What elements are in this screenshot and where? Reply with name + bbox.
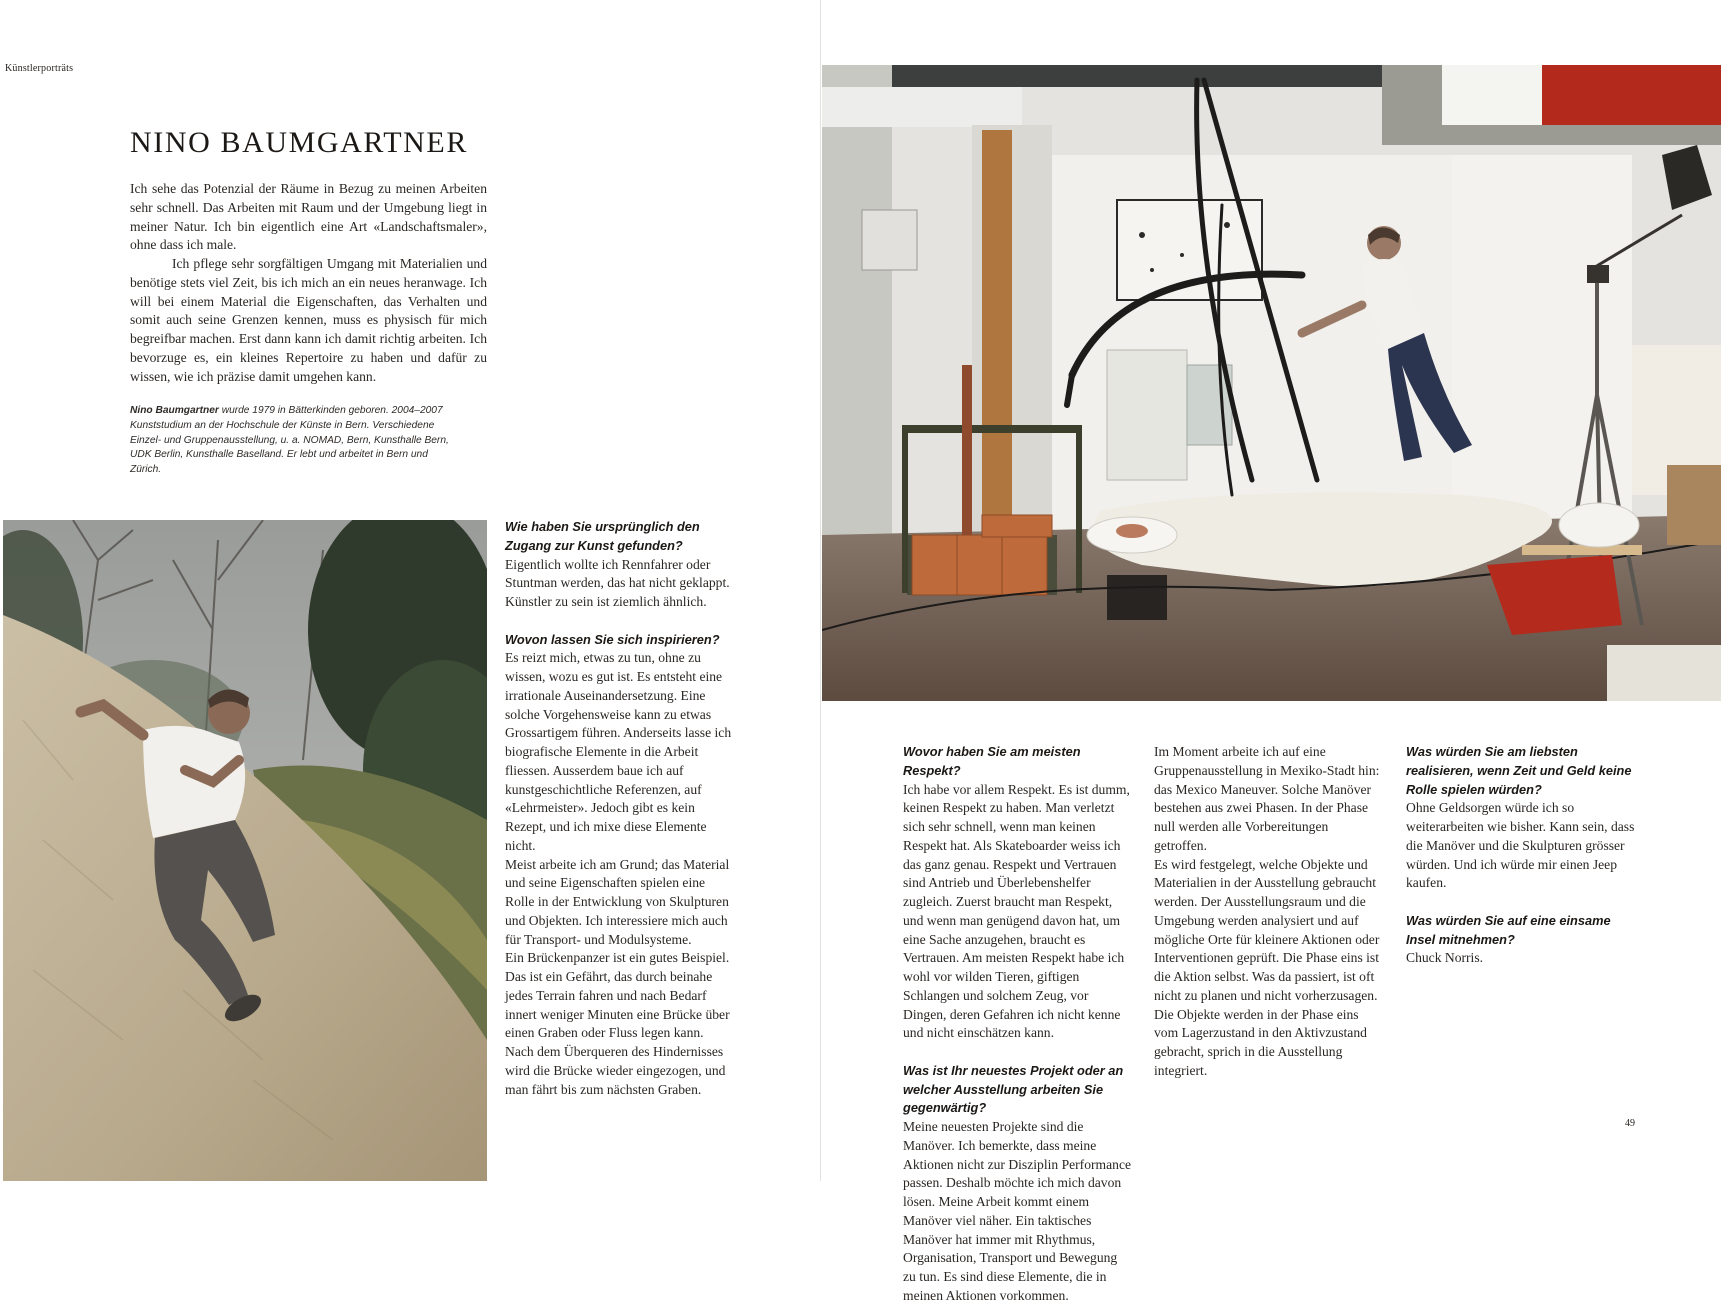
interview-answer: Chuck Norris. bbox=[1406, 950, 1484, 966]
interview-column-3 bbox=[1154, 743, 1384, 1081]
intro-text bbox=[130, 180, 487, 386]
spread-gutter bbox=[820, 0, 821, 1181]
running-head: Künstlerporträts bbox=[5, 63, 74, 74]
bio-name: Nino Baumgartner bbox=[130, 405, 219, 416]
page-title: NINO BAUMGARTNER bbox=[130, 126, 468, 159]
interview-answer: Ich habe vor allem Respekt. Es ist dumm, keinen Respekt zu haben. Man verletzt sich sehr schnell, wenn man keinen Respekt hat. Als Skateboarder weiss ich das ganz genau. Respekt und Vertrauen sind Antrieb und Überlebenshelfer zugleich. Zuerst braucht man Respekt, und wenn man genügend davon hat, um eine Sache anzugehen, braucht es Vertrauen. Am meisten Respekt habe ich wohl vor wilden Tieren, giftigen Schlangen und solchem Zeug, vor Dingen, deren Gefahren ich nicht kenne und nicht einschätzen kann. bbox=[903, 781, 1130, 1041]
bio-text: wurde 1979 in Bätterkinden geboren. 2004–2007 Kunststudium an der Hochschule der Künste in Bern. Verschiedene Einzel- und Gruppenausstellung, u. a. NOMAD, Bern, Kunsthalle Bern, UDK Berlin, Kunsthalle Baselland. Er lebt und arbeitet in Bern und Zürich. bbox=[130, 405, 449, 475]
interview-answer: Im Moment arbeite ich auf eine Gruppenausstellung in Mexiko-Stadt hin: das Mexico Maneuver. Solche Manöver bestehen aus zwei Phasen. In der Phase null werden alle Vorbereitungen getroffen. bbox=[1154, 744, 1380, 853]
interview-column-1 bbox=[505, 518, 735, 1099]
interview-column-2 bbox=[903, 743, 1133, 1306]
interview-question: Was würden Sie auf eine einsame Insel mitnehmen? bbox=[1406, 912, 1611, 947]
interview-question: Wie haben Sie ursprünglich den Zugang zur Kunst gefunden? bbox=[505, 519, 700, 553]
interview-answer: Ohne Geldsorgen würde ich so weiterarbeiten wie bisher. Kann sein, dass die Manöver und die Skulpturen grösser würden. Und ich würde mir einen Jeep kaufen. bbox=[1406, 800, 1635, 891]
interview-answer: Es reizt mich, etwas zu tun, ohne zu wissen, wozu es gut ist. Es entsteht eine irrationale Auseinandersetzung. Eine solche Vorgehensweise kann zu etwas Grossartigem führen. Anderseits lasse ich biografische Elemente in die Arbeit fliessen. Ausserdem baue ich auf kunstgeschichtliche Referenzen, auf «Lehrmeister». Jedoch gibt es kein Rezept, und ich mixe diese Elemente nicht. bbox=[505, 650, 732, 853]
interview-answer: Meine neuesten Projekte sind die Manöver. Ich bemerkte, dass meine Aktionen nicht zur Disziplin Performance passen. Deshalb möchte ich mich davon lösen. Meine Arbeit kommt einem Manöver viel näher. Ein taktisches Manöver hat immer mit Rhythmus, Organisation, Transport und Bewegung zu tun. Es sind diese Elemente, die in meinen Aktionen vorkommen. bbox=[903, 1119, 1132, 1303]
interview-question: Wovor haben Sie am meisten Respekt? bbox=[903, 744, 1081, 778]
interview-question: Was ist Ihr neuestes Projekt oder an welcher Ausstellung arbeiten Sie gegenwärtig? bbox=[903, 1062, 1124, 1116]
studio-illustration bbox=[822, 65, 1721, 701]
interview-answer: Meist arbeite ich am Grund; das Material und seine Eigenschaften spielen eine Rolle in der Entwicklung von Skulpturen und Objekten. Ich interessiere mich auch für Transport- und Modulsysteme. bbox=[505, 856, 730, 947]
photo-artist-on-slope bbox=[3, 520, 487, 1181]
page-number: 49 bbox=[1625, 1118, 1635, 1129]
interview-question: Wovon lassen Sie sich inspirieren? bbox=[505, 631, 720, 647]
slope-illustration bbox=[3, 520, 487, 1181]
interview-answer: Es wird festgelegt, welche Objekte und Materialien in der Ausstellung gebraucht werden. Der Ausstellungsraum und die Umgebung werden analysiert und auf mögliche Orte für kleinere Aktionen oder Interventionen geprüft. Die Phase eins ist die Aktion selbst. Was da passiert, ist oft nicht zu planen und nicht vorherzusagen. Die Objekte werden in der Phase eins vom Lagerzustand in den Aktivzustand gebracht, sprich in die Ausstellung integriert. bbox=[1154, 856, 1380, 1078]
intro-paragraph: Ich pflege sehr sorgfältigen Umgang mit Materialien und benötige stets viel Zeit, bis ich mich an ein neues heranwage. Ich will bei einem Material die Eigenschaften, das Verhalten und somit auch seine Grenzen kennen, muss es physisch für mich begreifbar machen. Erst dann kann ich damit richtig arbeiten. Ich bevorzuge es, ein kleines Repertoire zu haben und dafür zu wissen, wie ich präzise damit umgehen kann. bbox=[130, 256, 487, 384]
interview-question: Was würden Sie am liebsten realisieren, wenn Zeit und Geld keine Rolle spielen würden? bbox=[1406, 744, 1632, 797]
photo-studio bbox=[822, 65, 1721, 701]
interview-answer: Ein Brückenpanzer ist ein gutes Beispiel. Das ist ein Gefährt, das durch beinahe jedes Terrain fahren und nach Bedarf innert weniger Minuten eine Brücke über einen Graben oder Fluss legen kann. Nach dem Überqueren des Hindernisses wird die Brücke wieder eingezogen, und man fährt bis zum nächsten Graben. bbox=[505, 950, 730, 1097]
interview-column-4 bbox=[1406, 743, 1636, 968]
intro-paragraph: Ich sehe das Potenzial der Räume in Bezug zu meinen Arbeiten sehr schnell. Das Arbeiten mit Raum und der Umgebung liegt in meiner Natur. Ich bin eigentlich eine Art «Landschaftsmaler», ohne dass ich male. bbox=[130, 181, 487, 253]
artist-bio bbox=[130, 404, 460, 478]
interview-answer: Eigentlich wollte ich Rennfahrer oder Stuntman werden, das hat nicht geklappt. Künstler zu sein ist ziemlich ähnlich. bbox=[505, 556, 730, 609]
